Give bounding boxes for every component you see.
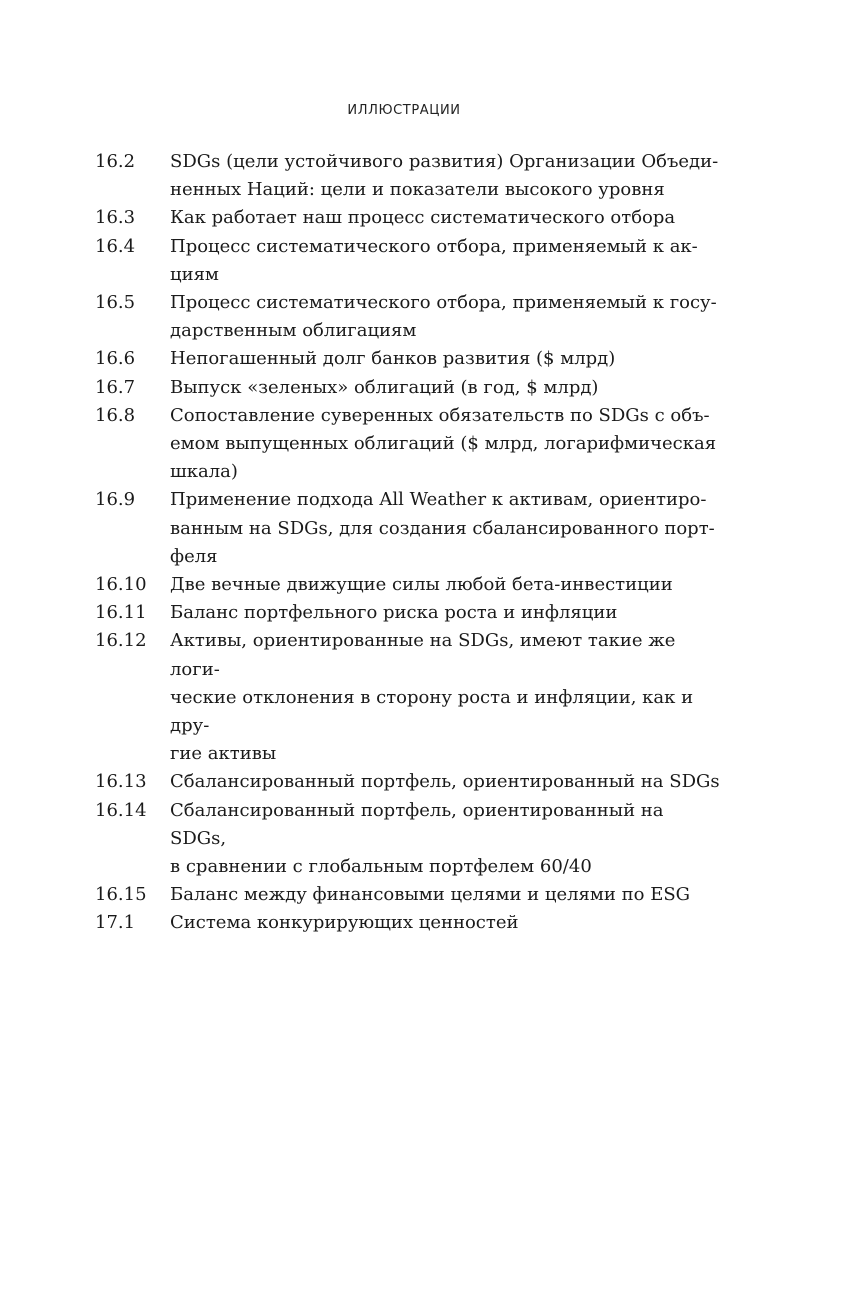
figure-title: Как работает наш процесс систематического отбора — [170, 207, 676, 229]
figure-number: 16.7 — [95, 376, 136, 398]
figure-title: Активы, ориентированные на SDGs, имеют такие же логи- ческие отклонения в сторону роста и инфляции, как и дру- гие активы — [170, 630, 694, 765]
list-item — [95, 909, 720, 937]
figure-number: 16.12 — [95, 630, 147, 652]
figure-title: Процесс систематического отбора, применяемый к ак- циям — [170, 235, 698, 285]
list-item — [95, 797, 720, 882]
running-header: ИЛЛЮСТРАЦИИ — [347, 103, 461, 118]
figure-title: Две вечные движущие силы любой бета-инвестиции — [170, 574, 673, 596]
list-item — [95, 599, 720, 627]
list-item — [95, 148, 720, 204]
list-item — [95, 374, 720, 402]
figure-title: Непогашенный долг банков развития ($ млрд) — [170, 348, 616, 370]
figure-number: 16.9 — [95, 489, 136, 511]
figure-title: Баланс портфельного риска роста и инфляции — [170, 602, 618, 624]
figure-title: SDGs (цели устойчивого развития) Организации Объеди- ненных Наций: цели и показатели высокого уровня — [170, 151, 719, 201]
list-item — [95, 204, 720, 232]
figure-number: 16.5 — [95, 292, 136, 314]
figure-number: 16.13 — [95, 771, 147, 793]
list-item — [95, 289, 720, 345]
figure-number: 16.3 — [95, 207, 136, 229]
figure-title: Сбалансированный портфель, ориентированный на SDGs — [170, 771, 720, 793]
figure-title: Баланс между финансовыми целями и целями по ESG — [170, 884, 691, 906]
list-item — [95, 627, 720, 768]
list-item — [95, 571, 720, 599]
figure-number: 16.14 — [95, 799, 147, 821]
list-item — [95, 768, 720, 796]
figure-title: Выпуск «зеленых» облигаций (в год, $ млрд) — [170, 376, 599, 398]
figure-number: 16.6 — [95, 348, 136, 370]
figure-title: Сопоставление суверенных обязательств по SDGs с объ- емом выпущенных облигаций ($ млрд, логарифмическая шкала) — [170, 404, 717, 483]
figure-number: 16.15 — [95, 884, 147, 906]
list-item — [95, 402, 720, 487]
figure-title: Применение подхода All Weather к активам, ориентиро- ванным на SDGs, для создания сбалансированного порт- феля — [170, 489, 715, 567]
figure-number: 16.4 — [95, 235, 136, 257]
figure-number: 16.8 — [95, 404, 136, 426]
list-item — [95, 881, 720, 909]
list-item — [95, 233, 720, 289]
illustrations-list — [95, 148, 720, 938]
figure-number: 16.11 — [95, 602, 147, 624]
figure-number: 17.1 — [95, 912, 136, 934]
figure-title: Система конкурирующих ценностей — [170, 912, 519, 934]
figure-title: Процесс систематического отбора, применяемый к госу- дарственным облигациям — [170, 292, 717, 342]
figure-number: 16.10 — [95, 574, 147, 596]
list-item — [95, 345, 720, 373]
list-item — [95, 486, 720, 571]
figure-title: Сбалансированный портфель, ориентированный на SDGs, в сравнении с глобальным портфелем 60/40 — [170, 799, 664, 878]
figure-number: 16.2 — [95, 151, 136, 172]
